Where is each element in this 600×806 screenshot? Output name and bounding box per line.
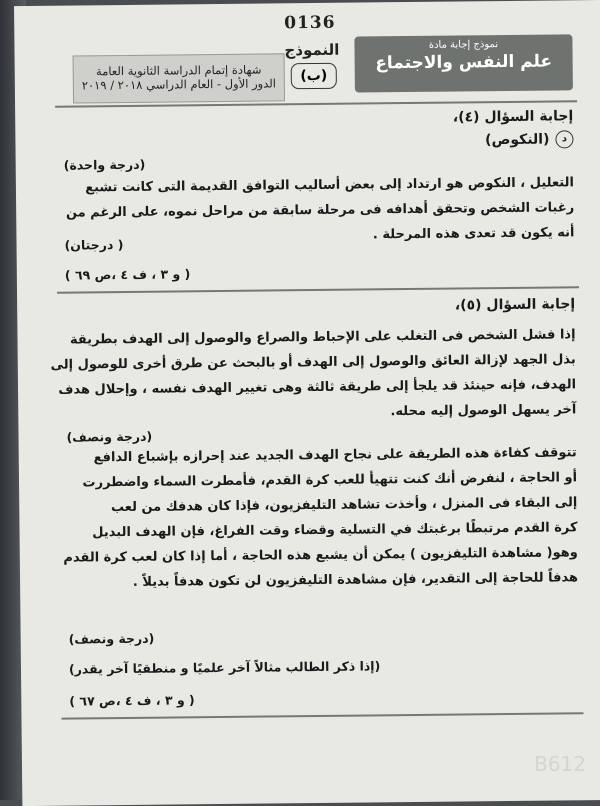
q4-title: إجابة السؤال (٤)، [452,108,574,126]
q5-paragraph-line: آخر يسهل الوصول إليه محله. [390,402,577,420]
subject-title: علم النفس والاجتماع [375,51,553,74]
footer-divider [61,712,583,719]
q5-note: (إذا ذكر الطالب مثالاً آخر علميًا و منطقيًا آخر يقدر) [68,658,381,677]
q4-choice-letter: د [555,130,573,148]
q5-reference: ( و ٣ ، ف ٤ ،ص ٦٧ ) [69,692,195,709]
q5-paragraph-line: تتوقف كفاءة هذه الطريقة على نجاح الهدف الجديد عند إحرازه بإشباع الدافع [93,445,577,466]
q5-paragraph-line: وهو( مشاهدة التليفزيون ) يمكن أن يشبع هذه الحاجة ، أما إذا كان لعب كرة القدم [63,545,578,566]
q4-answer: (النكوص) [485,131,550,149]
q5-paragraph-line: إذا فشل الشخص فى التغلب على الإحباط والصراع والوصول إلى الهدف بطريقة [69,327,576,348]
q4-explanation-line: أنه يكون قد تعدى هذه المرحلة . [372,225,575,243]
certificate-title: شهادة إتمام الدراسة الثانوية العامة [95,62,262,79]
q5-paragraph-line: كرة القدم مرتبطًا برغبتك في التسلية وقضاء وقت الفراغ، فإن الهدف البديل [92,520,578,541]
answer-model-label: نموذج إجابة مادة [428,39,499,51]
q5-paragraph-line: إلى البقاء فى المنزل ، وأخذت تشاهد التليفزيون، فإذا كان هدفك من لعب [110,495,578,516]
model-value: (ب) [291,63,337,89]
q4-reference: ( و ٣ ، ف ٤ ،ص ٦٩ ) [64,266,191,283]
camera-watermark: B612 [534,752,586,776]
q5-paragraph-line: هدفاً للحاجة إلى التقدير، فإن مشاهدة التليفزيون لن تكون هدفاً بديلاً . [132,570,579,590]
section-divider [57,286,579,293]
q4-answer-row [485,130,574,149]
q5-grade-1: (درجة ونصف) [66,428,153,445]
subject-banner [354,34,573,92]
q4-grade-one: (درجة واحدة) [63,156,146,173]
q5-title: إجابة السؤال (٥)، [454,296,576,314]
certificate-box [73,53,285,103]
q5-paragraph-2 [51,440,579,595]
q5-paragraph-line: بذل الجهد لإزالة العائق والوصول إلى الهدف أو بالبحث عن طرق أخرى للوصول إلى [50,352,576,373]
certificate-session: الدور الأول - العام الدراسي ٢٠١٨ / ٢٠١٩ [81,76,276,93]
q5-grade-2: (درجة ونصف) [68,630,155,647]
model-label: النموذج [284,40,340,60]
q4-explanation-line: التعليل ، النكوص هو ارتداد إلى بعض أساليب التوافق القديمة التى كانت تشبع [85,175,574,196]
q4-explanation-line: رغبات الشخص وتحقق أهدافه فى مرحلة سابقة من مراحل نموه، على الرغم من [65,200,575,221]
q5-paragraph-1 [49,322,576,428]
q4-grade-two: ( درجتان) [64,237,124,253]
q5-paragraph-line: أو الحاجة ، لنفرض أنك كنت تتهيأ للعب كرة القدم، فأمطرت السماء واضطررت [82,470,578,491]
q5-paragraph-line: الهدف، فإنه حينئذ قد يلجأ إلى طريقة ثالثة وهى تغيير الهدف نفسه ، وإحلال هدف [58,377,577,398]
exam-answer-page [14,0,600,806]
document-code: 0136 [284,12,336,34]
q4-explanation [54,170,575,250]
